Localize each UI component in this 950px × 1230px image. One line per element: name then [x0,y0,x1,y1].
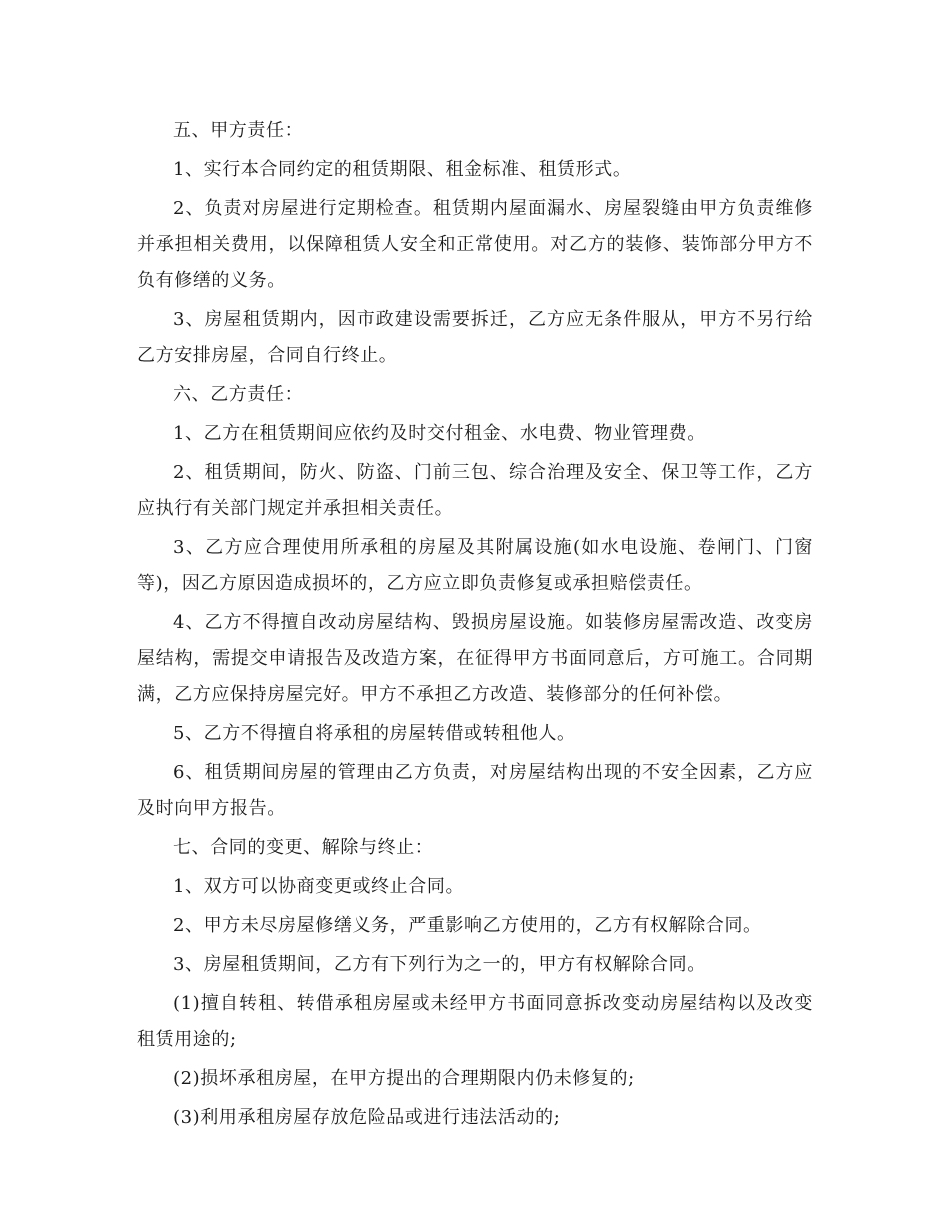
paragraph: 3、乙方应合理使用所承租的房屋及其附属设施(如水电设施、卷闸门、门窗等)，因乙方原因造成损坏的，乙方应立即负责修复或承担赔偿责任。 [137,537,813,594]
section-heading-party-b: 六、乙方责任： [173,384,304,405]
paragraph: 1、乙方在租赁期间应依约及时交付租金、水电费、物业管理费。 [173,423,706,444]
paragraph: (2)损坏承租房屋，在甲方提出的合理期限内仍未修复的; [173,1068,635,1089]
paragraph: 3、房屋租赁期间，乙方有下列行为之一的，甲方有权解除合同。 [173,954,706,975]
section-heading-contract-change: 七、合同的变更、解除与终止： [173,837,434,858]
paragraph: (3)利用承租房屋存放危险品或进行违法活动的; [173,1107,561,1128]
paragraph: 5、乙方不得擅自将承租的房屋转借或转租他人。 [173,723,576,744]
paragraph: 6、租赁期间房屋的管理由乙方负责，对房屋结构出现的不安全因素，乙方应及时向甲方报告。 [137,762,813,819]
paragraph: 2、甲方未尽房屋修缮义务，严重影响乙方使用的，乙方有权解除合同。 [173,915,762,936]
section-heading-party-a: 五、甲方责任： [173,120,304,141]
paragraph: 3、房屋租赁期内，因市政建设需要拆迁，乙方应无条件服从，甲方不另行给乙方安排房屋，合同自行终止。 [137,309,813,366]
paragraph: 1、实行本合同约定的租赁期限、租金标准、租赁形式。 [173,159,632,180]
paragraph: 1、双方可以协商变更或终止合同。 [173,876,465,897]
paragraph: 2、负责对房屋进行定期检查。租赁期内屋面漏水、房屋裂缝由甲方负责维修并承担相关费用，以保障租赁人安全和正常使用。对乙方的装修、装饰部分甲方不负有修缮的义务。 [137,198,813,291]
paragraph: (1)擅自转租、转借承租房屋或未经甲方书面同意拆改变动房屋结构以及改变租赁用途的; [137,993,813,1050]
paragraph: 4、乙方不得擅自改动房屋结构、毁损房屋设施。如装修房屋需改造、改变房屋结构，需提交申请报告及改造方案，在征得甲方书面同意后，方可施工。合同期满，乙方应保持房屋完好。甲方不承担乙方改造、装修部分的任何补偿。 [137,612,813,705]
paragraph: 2、租赁期间，防火、防盗、门前三包、综合治理及安全、保卫等工作，乙方应执行有关部门规定并承担相关责任。 [137,462,813,519]
document-body [137,113,813,1139]
